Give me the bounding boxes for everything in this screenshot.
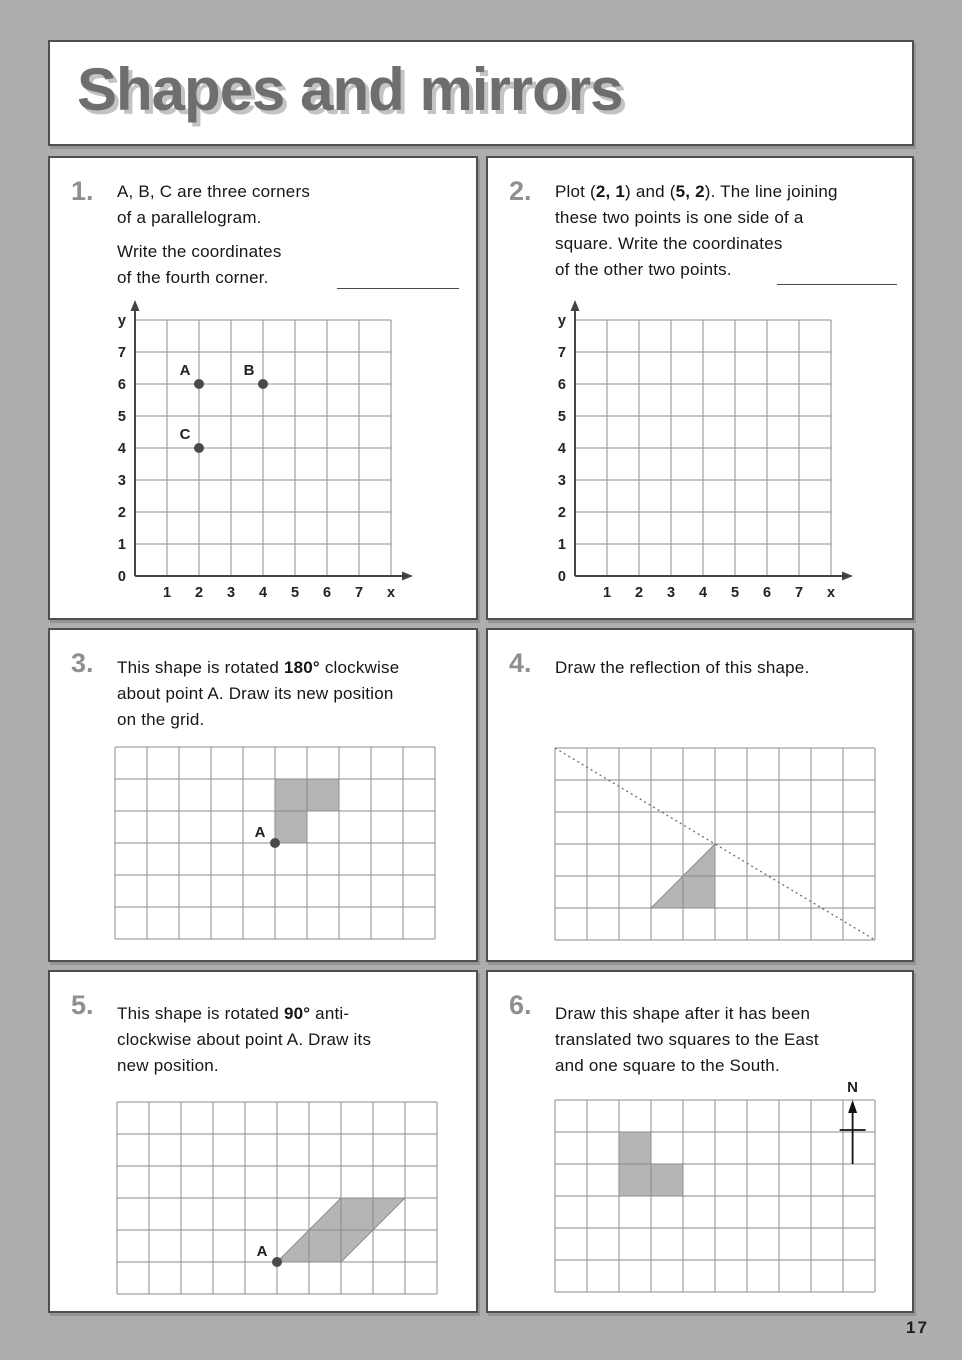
svg-text:y: y (117, 313, 126, 329)
svg-text:1: 1 (557, 537, 566, 553)
svg-text:A: A (179, 362, 191, 379)
problem-box-2 (486, 156, 914, 620)
problem-text-line: Draw the reflection of this shape. (555, 658, 810, 677)
problem-text-line: square. Write the coordinates (555, 234, 783, 253)
answer-line (777, 284, 897, 285)
svg-text:3: 3 (557, 473, 566, 489)
problem-text (117, 658, 399, 736)
svg-text:4: 4 (258, 585, 268, 601)
svg-text:6: 6 (322, 585, 332, 601)
title-box (48, 40, 914, 146)
coordinate-grid-figure (553, 296, 865, 610)
svg-text:6: 6 (762, 585, 772, 601)
problem-number: 4. (509, 648, 532, 678)
problem-text-line: and one square to the South. (555, 1056, 780, 1075)
problem-number: 3. (71, 648, 94, 678)
svg-text:y: y (557, 313, 566, 329)
svg-text:4: 4 (557, 441, 566, 457)
problem-number: 1. (71, 176, 94, 206)
svg-text:4: 4 (117, 441, 126, 457)
svg-text:3: 3 (117, 473, 126, 489)
problem-text-line: A, B, C are three corners (117, 182, 311, 201)
svg-text:1: 1 (162, 585, 172, 601)
svg-text:5: 5 (730, 585, 740, 601)
svg-text:B: B (243, 362, 255, 379)
svg-text:2: 2 (634, 585, 644, 601)
rotation-grid-figure (113, 1098, 441, 1298)
svg-text:7: 7 (794, 585, 804, 601)
svg-text:2: 2 (194, 585, 204, 601)
reflection-grid-figure (551, 744, 879, 944)
problem-text-line: Draw this shape after it has been (555, 1004, 811, 1023)
svg-text:A: A (254, 824, 266, 841)
problem-number: 6. (509, 990, 532, 1020)
problem-box-1 (48, 156, 478, 620)
problem-number: 5. (71, 990, 94, 1020)
svg-text:1: 1 (117, 537, 126, 553)
problem-text-line: Plot (2, 1) and (5, 2). The line joining (555, 182, 838, 201)
svg-text:6: 6 (117, 377, 126, 393)
svg-text:7: 7 (117, 345, 126, 361)
svg-text:5: 5 (117, 409, 126, 425)
problem-text-line: these two points is one side of a (555, 208, 804, 227)
svg-text:1: 1 (602, 585, 612, 601)
problem-text (555, 1004, 819, 1082)
svg-text:5: 5 (557, 409, 566, 425)
problem-number: 2. (509, 176, 532, 206)
page-number: 17 (906, 1318, 929, 1337)
svg-text:C: C (179, 426, 191, 443)
svg-text:7: 7 (557, 345, 566, 361)
svg-text:N: N (847, 1079, 859, 1096)
svg-text:3: 3 (226, 585, 236, 601)
problem-text-line: new position. (117, 1056, 219, 1075)
problem-text (555, 658, 809, 684)
svg-text:3: 3 (666, 585, 676, 601)
rotation-grid-figure (111, 743, 439, 943)
page-title: Shapes and mirrors (77, 56, 623, 123)
svg-text:A: A (256, 1243, 268, 1260)
problem-text-line: on the grid. (117, 710, 205, 729)
problem-text-line: This shape is rotated 180° clockwise (117, 658, 400, 677)
svg-text:0: 0 (117, 569, 126, 585)
problem-text-line: This shape is rotated 90° anti- (117, 1004, 350, 1023)
svg-text:x: x (386, 585, 396, 601)
problem-text-line: about point A. Draw its new position (117, 684, 394, 703)
problem-text-line: of a parallelogram. (117, 208, 262, 227)
svg-text:x: x (826, 585, 836, 601)
problem-box-5 (48, 970, 478, 1313)
svg-text:0: 0 (557, 569, 566, 585)
problem-text (117, 1004, 371, 1082)
svg-text:4: 4 (698, 585, 708, 601)
translation-grid-figure (551, 1072, 879, 1296)
svg-text:5: 5 (290, 585, 300, 601)
coordinate-grid-figure (113, 296, 425, 610)
problem-text-line: of the other two points. (555, 260, 732, 279)
problem-text (117, 182, 310, 294)
problem-box-4 (486, 628, 914, 962)
problem-text-line: clockwise about point A. Draw its (117, 1030, 372, 1049)
svg-text:7: 7 (354, 585, 364, 601)
answer-line (337, 288, 459, 289)
svg-text:6: 6 (557, 377, 566, 393)
problem-text (555, 182, 838, 286)
problem-text-line: of the fourth corner. (117, 268, 269, 287)
problem-box-3 (48, 628, 478, 962)
problem-text-line: translated two squares to the East (555, 1030, 819, 1049)
problem-box-6 (486, 970, 914, 1313)
svg-text:2: 2 (557, 505, 566, 521)
svg-text:2: 2 (117, 505, 126, 521)
problem-text-line: Write the coordinates (117, 242, 282, 261)
